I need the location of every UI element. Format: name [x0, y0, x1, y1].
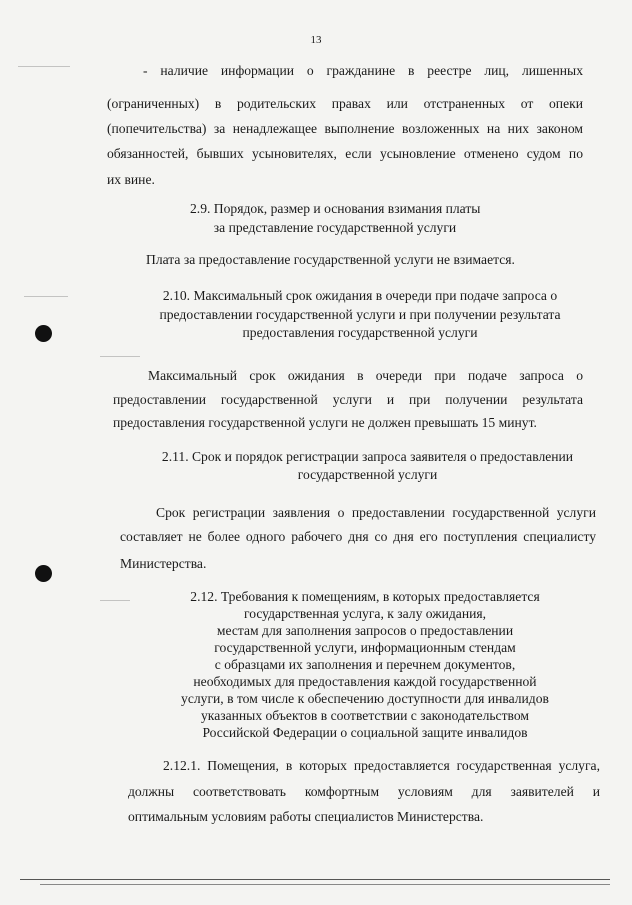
text-line: обязанностей, бывших усыновителях, если усыновление отменено судом по: [107, 146, 583, 161]
text-line: 2.12.1. Помещения, в которых предоставляется государственная услуга,: [163, 758, 600, 773]
text-line: (попечительства) за ненадлежащее выполнение возложенных на них законом: [107, 121, 583, 136]
section-heading: Российской Федерации о социальной защите инвалидов: [202, 725, 528, 740]
section-heading: предоставления государственной услуги: [242, 325, 478, 340]
text-line: их вине.: [107, 172, 155, 187]
section-heading: 2.12. Требования к помещениям, в которых предоставляется: [190, 589, 540, 604]
section-heading: указанных объектов в соответствии с законодательством: [201, 708, 529, 723]
text-line: предоставлении государственной услуги и при получении результата: [113, 392, 583, 407]
section-heading: предоставлении государственной услуги и при получении результата: [159, 307, 561, 322]
scan-artifact: [24, 296, 68, 297]
punch-hole: [35, 565, 52, 582]
scan-artifact: [18, 66, 70, 67]
section-heading: государственной услуги, информационным стендам: [214, 640, 516, 655]
scan-artifact: [100, 356, 140, 357]
text-line: - наличие информации о гражданине в реестре лиц, лишенных: [143, 63, 583, 78]
section-heading: услуги, в том числе к обеспечению доступности для инвалидов: [181, 691, 549, 706]
page-number: 13: [310, 34, 322, 46]
scan-artifact: [100, 600, 130, 601]
footer-rule: [40, 884, 610, 885]
section-heading: за представление государственной услуги: [213, 220, 457, 235]
section-heading: 2.9. Порядок, размер и основания взимания платы: [190, 201, 481, 216]
section-heading: местам для заполнения запросов о предоставлении: [216, 623, 514, 638]
text-line: должны соответствовать комфортным условиям для заявителей и: [128, 784, 600, 799]
punch-hole: [35, 325, 52, 342]
section-heading: 2.10. Максимальный срок ожидания в очереди при подаче запроса о: [162, 288, 558, 303]
section-heading: государственная услуга, к залу ожидания,: [243, 606, 487, 621]
footer-rule: [20, 879, 610, 880]
text-line: (ограниченных) в родительских правах или отстраненных от опеки: [107, 96, 583, 111]
section-heading: с образцами их заполнения и перечнем документов,: [214, 657, 516, 672]
text-line: Срок регистрации заявления о предоставлении государственной услуги: [156, 505, 596, 520]
text-line: Максимальный срок ожидания в очереди при подаче запроса о: [148, 368, 583, 383]
section-heading: необходимых для предоставления каждой государственной: [193, 674, 537, 689]
text-line: Министерства.: [120, 556, 207, 571]
section-heading: государственной услуги: [297, 467, 438, 482]
text-line: предоставления государственной услуги не должен превышать 15 минут.: [113, 415, 537, 430]
section-heading: 2.11. Срок и порядок регистрации запроса заявителя о предоставлении: [161, 449, 574, 464]
text-line: оптимальным условиям работы специалистов Министерства.: [128, 809, 484, 824]
text-line: Плата за предоставление государственной услуги не взимается.: [146, 252, 515, 267]
text-line: составляет не более одного рабочего дня со дня его поступления специалисту: [120, 529, 596, 544]
